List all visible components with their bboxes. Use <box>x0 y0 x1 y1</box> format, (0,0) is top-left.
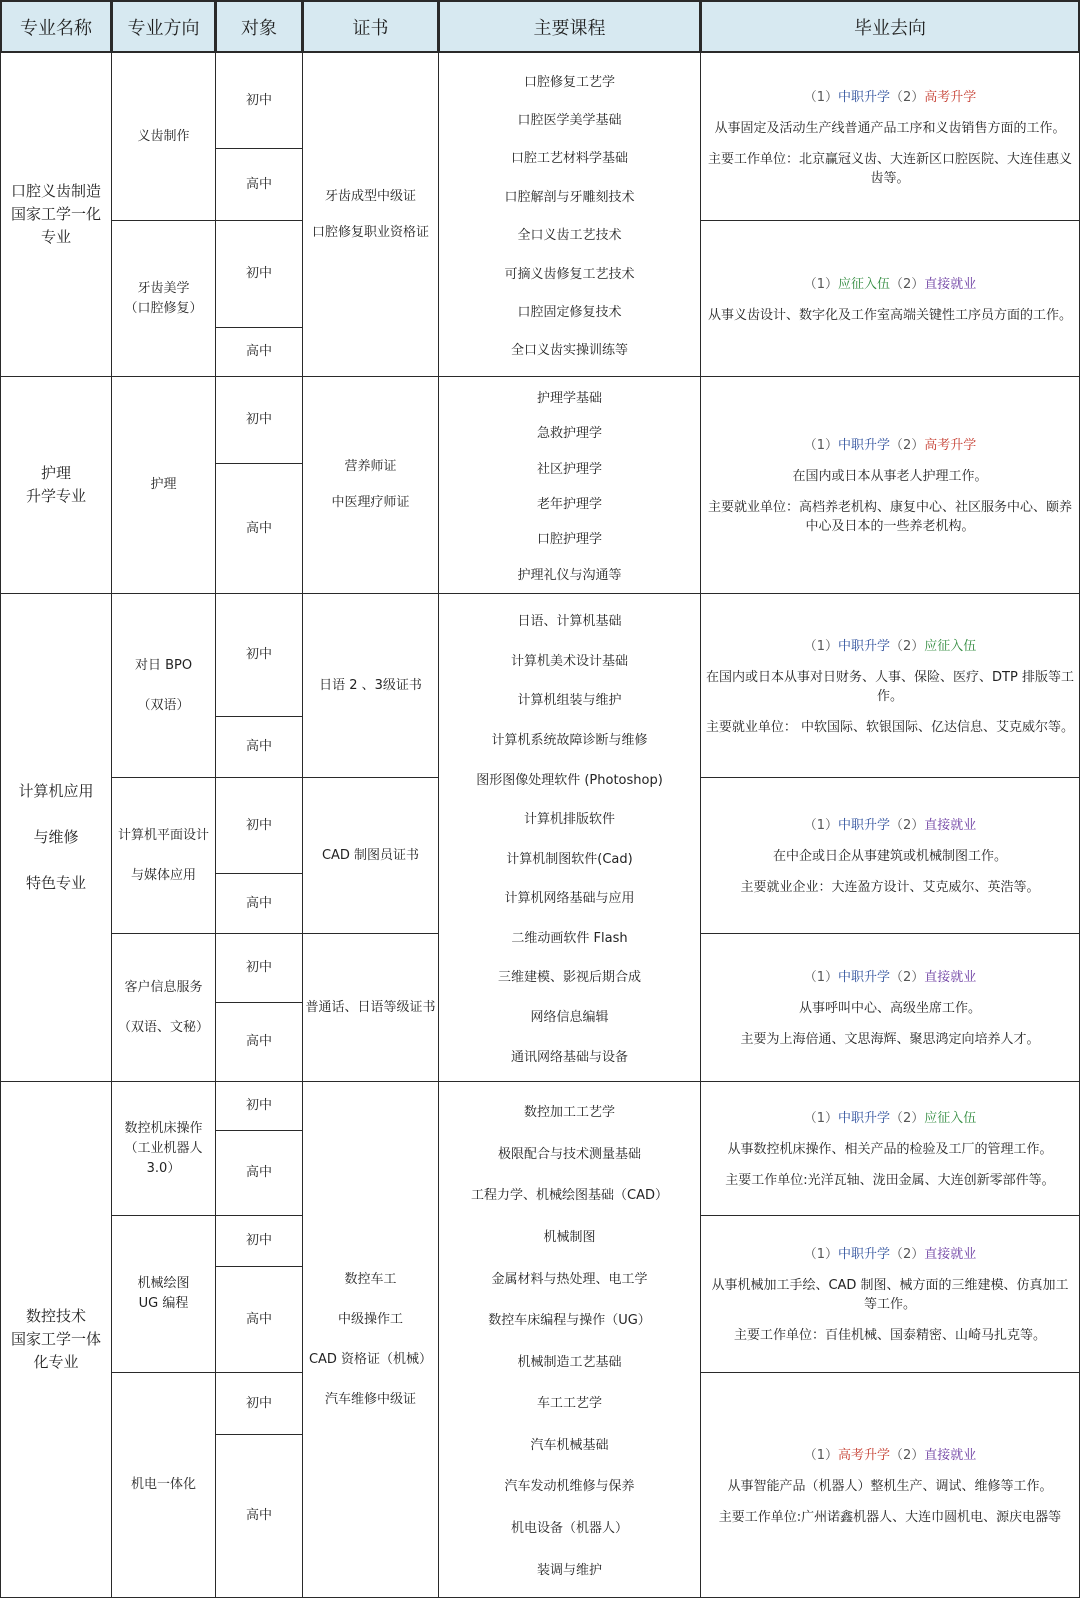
course-item: 口腔医学美学基础 <box>517 113 622 129</box>
course-item: 机械制造工艺基础 <box>517 1354 622 1370</box>
graduation-cell <box>700 777 1080 934</box>
course-cell <box>438 1081 701 1598</box>
header-major <box>0 0 112 53</box>
target-cell <box>215 376 303 464</box>
course-item: 计算机美术设计基础 <box>510 653 628 669</box>
header-certificate <box>302 0 439 53</box>
path-option: 直接就业 <box>924 818 977 833</box>
cert-item: 日语 2 、3级证书 <box>319 677 422 693</box>
graduation-description: 在中企或日企从事建筑或机械制图工作。 <box>772 849 1007 864</box>
target-label: 高中 <box>245 895 272 911</box>
cert-item: 中医理疗师证 <box>331 495 410 510</box>
target-cell <box>215 716 303 778</box>
target-label: 高中 <box>245 1165 272 1180</box>
path-number: （2） <box>890 638 925 654</box>
direction-name: 义齿制作 <box>137 128 190 144</box>
course-item: 图形图像处理软件 (Photoshop) <box>476 772 663 788</box>
graduation-description: 主要就业企业：大连盈方设计、艾克威尔、英浩等。 <box>740 880 1040 895</box>
course-item: 极限配合与技术测量基础 <box>497 1146 641 1162</box>
target-cell <box>215 1266 303 1373</box>
header-direction <box>111 0 216 53</box>
path-option: 高考升学 <box>837 1447 890 1463</box>
target-label: 初中 <box>245 412 272 427</box>
target-label: 高中 <box>245 1034 272 1049</box>
cert-item: 中级操作工 <box>337 1311 403 1327</box>
course-item: 车工工艺学 <box>536 1396 602 1412</box>
path-number: （2） <box>890 970 925 985</box>
header-courses <box>438 0 701 53</box>
course-item: 日语、计算机基础 <box>517 614 622 630</box>
target-cell <box>215 148 303 221</box>
path-option: 中职升学 <box>837 438 890 453</box>
path-number: （1） <box>803 638 838 654</box>
course-item: 计算机网络基础与应用 <box>504 891 635 907</box>
path-option: 中职升学 <box>837 89 890 105</box>
course-item: 工程力学、机械绘图基础（CAD） <box>471 1188 668 1204</box>
cert-item: 普通话、日语等级证书 <box>305 999 436 1015</box>
graduation-path <box>804 635 977 654</box>
course-item: 网络信息编辑 <box>530 1010 609 1026</box>
graduation-description: 从事固定及活动生产线普通产品工序和义齿销售方面的工作。 <box>714 120 1066 136</box>
path-number: （1） <box>803 970 838 985</box>
graduation-description: 主要工作单位:光洋瓦轴、泷田金属、大连创新零部件等。 <box>725 1173 1055 1188</box>
graduation-description: 从事义齿设计、数字化及工作室高端关键性工序员方面的工作。 <box>707 307 1072 323</box>
path-number: （2） <box>890 89 925 105</box>
path-option: 中职升学 <box>837 1247 890 1262</box>
path-number: （1） <box>803 818 838 833</box>
target-cell <box>215 777 303 874</box>
cert-cell <box>302 933 439 1082</box>
target-label: 初中 <box>245 1395 272 1411</box>
target-cell <box>215 327 303 377</box>
course-cell <box>438 376 701 594</box>
target-label: 初中 <box>245 647 272 662</box>
target-cell <box>215 52 303 149</box>
path-option: 直接就业 <box>924 276 977 292</box>
cert-item: 数控车工 <box>344 1271 397 1287</box>
major-name: 计算机应用 与维修 特色专业 <box>18 782 94 892</box>
target-cell <box>215 1215 303 1267</box>
course-item: 急救护理学 <box>536 426 602 442</box>
path-option: 中职升学 <box>837 818 890 833</box>
major-name: 护理 升学专业 <box>25 464 86 505</box>
path-number: （1） <box>803 438 838 453</box>
graduation-path <box>804 1243 977 1262</box>
target-label: 初中 <box>245 817 272 833</box>
path-number: （2） <box>890 1247 925 1262</box>
graduation-cell <box>700 220 1080 377</box>
path-option: 直接就业 <box>924 970 977 985</box>
graduation-description: 从事机械加工手绘、CAD 制图、械方面的三维建模、仿真加工等工作。 <box>711 1278 1069 1312</box>
course-item: 机电设备（机器人） <box>510 1521 628 1537</box>
course-item: 口腔固定修复技术 <box>517 304 622 320</box>
target-cell <box>215 873 303 934</box>
graduation-path <box>804 273 977 292</box>
target-label: 高中 <box>245 1311 272 1327</box>
cert-cell <box>302 777 439 934</box>
header-graduation-label: 毕业去向 <box>854 17 926 39</box>
graduation-cell <box>700 52 1080 221</box>
target-cell <box>215 933 303 1003</box>
graduation-path <box>804 86 977 105</box>
target-label: 高中 <box>245 176 272 192</box>
direction-name: 对日 BPO （双语） <box>134 657 193 713</box>
header-certificate-label: 证书 <box>352 17 389 39</box>
direction-name: 护理 <box>150 477 177 492</box>
target-label: 高中 <box>245 1508 272 1523</box>
course-item: 二维动画软件 Flash <box>511 930 628 946</box>
header-target-label: 对象 <box>241 17 277 39</box>
path-number: （2） <box>890 276 925 292</box>
cert-item: CAD 制图员证书 <box>321 847 420 863</box>
graduation-path <box>804 434 977 453</box>
target-label: 初中 <box>245 92 272 108</box>
direction-name: 牙齿美学 （口腔修复） <box>124 280 203 316</box>
target-label: 初中 <box>245 266 272 281</box>
path-option: 应征入伍 <box>837 276 890 292</box>
header-direction-label: 专业方向 <box>127 17 200 39</box>
graduation-description: 主要就业单位：高档养老机构、康复中心、社区服务中心、颐养中心及日本的一些养老机构。 <box>707 500 1072 534</box>
path-option: 中职升学 <box>837 1111 890 1126</box>
major-cell <box>0 1081 112 1598</box>
cert-cell <box>302 376 439 594</box>
target-label: 高中 <box>245 520 272 536</box>
direction-cell <box>111 52 216 221</box>
path-option: 应征入伍 <box>924 638 977 654</box>
target-cell <box>215 1434 303 1598</box>
path-number: （1） <box>803 89 838 105</box>
path-number: （2） <box>890 1111 925 1126</box>
cert-item: 牙齿成型中级证 <box>324 188 416 204</box>
course-item: 数控车床编程与操作（UG） <box>488 1313 651 1329</box>
direction-name: 机械绘图 UG 编程 <box>137 1276 190 1311</box>
graduation-cell <box>700 1372 1080 1598</box>
major-name: 口腔义齿制造 国家工学一化 专业 <box>10 182 101 246</box>
course-item: 老年护理学 <box>536 497 602 513</box>
cert-item: CAD 资格证（机械） <box>308 1351 433 1367</box>
graduation-description: 主要就业单位： 中软国际、软银国际、亿达信息、艾克威尔等。 <box>705 719 1075 735</box>
graduation-description: 主要工作单位:广州诺鑫机器人、大连巾圆机电、源庆电器等 <box>718 1509 1062 1525</box>
header-target <box>215 0 303 53</box>
direction-cell <box>111 376 216 594</box>
header-major-label: 专业名称 <box>20 17 92 39</box>
major-cell <box>0 376 112 594</box>
direction-cell <box>111 593 216 778</box>
course-item: 三维建模、影视后期合成 <box>497 970 641 986</box>
target-cell <box>215 463 303 594</box>
course-item: 社区护理学 <box>536 461 602 477</box>
path-option: 中职升学 <box>837 638 890 654</box>
cert-item: 口腔修复职业资格证 <box>311 224 429 240</box>
graduation-description: 主要工作单位：北京赢冠义齿、大连新区口腔医院、大连佳惠义齿等。 <box>707 151 1072 186</box>
course-item: 通讯网络基础与设备 <box>510 1049 628 1065</box>
graduation-path <box>804 1107 977 1126</box>
path-option: 中职升学 <box>837 970 890 985</box>
path-option: 高考升学 <box>924 438 977 453</box>
direction-cell <box>111 777 216 934</box>
course-item: 口腔护理学 <box>536 532 602 548</box>
path-number: （2） <box>890 438 925 453</box>
graduation-path <box>804 1444 977 1463</box>
target-label: 高中 <box>245 739 272 754</box>
cert-item: 汽车维修中级证 <box>324 1391 416 1407</box>
direction-name: 数控机床操作 （工业机器人 3.0） <box>124 1120 203 1176</box>
graduation-cell <box>700 933 1080 1082</box>
course-item: 计算机系统故障诊断与维修 <box>491 733 648 749</box>
target-cell <box>215 1081 303 1131</box>
course-item: 全口义齿实操训练等 <box>510 343 628 359</box>
graduation-path <box>804 814 977 833</box>
graduation-description: 从事智能产品（机器人）整机生产、调试、维修等工作。 <box>727 1478 1053 1494</box>
path-option: 高考升学 <box>924 89 977 105</box>
course-item: 机械制图 <box>543 1230 596 1246</box>
course-cell <box>438 593 701 1082</box>
course-item: 金属材料与热处理、电工学 <box>491 1271 648 1287</box>
target-cell <box>215 1130 303 1216</box>
course-item: 护理学基础 <box>536 391 602 407</box>
graduation-description: 从事数控机床操作、相关产品的检验及工厂的管理工作。 <box>727 1142 1053 1157</box>
direction-cell <box>111 220 216 377</box>
cert-cell <box>302 1081 439 1598</box>
course-item: 口腔修复工艺学 <box>523 74 615 90</box>
cert-cell <box>302 593 439 778</box>
major-cell <box>0 593 112 1082</box>
graduation-description: 从事呼叫中心、高级坐席工作。 <box>798 1001 981 1016</box>
target-label: 高中 <box>245 344 272 359</box>
major-cell <box>0 52 112 377</box>
path-number: （1） <box>803 1247 838 1262</box>
direction-cell <box>111 933 216 1082</box>
course-item: 汽车发动机维修与保养 <box>504 1479 635 1495</box>
course-item: 汽车机械基础 <box>530 1437 609 1453</box>
graduation-description: 主要为上海倍通、文思海辉、聚思鸿定向培养人才。 <box>740 1032 1040 1047</box>
target-cell <box>215 593 303 717</box>
graduation-cell <box>700 1081 1080 1216</box>
graduation-cell <box>700 1215 1080 1373</box>
path-number: （1） <box>803 1111 838 1126</box>
course-item: 装调与维护 <box>536 1562 602 1578</box>
graduation-cell <box>700 593 1080 778</box>
path-option: 直接就业 <box>924 1447 977 1463</box>
cert-cell <box>302 52 439 377</box>
graduation-description: 主要工作单位：百佳机械、国泰精密、山崎马扎克等。 <box>733 1328 1046 1343</box>
cert-item: 营养师证 <box>344 459 397 474</box>
course-item: 计算机排版软件 <box>523 812 615 828</box>
graduation-description: 在国内或日本从事对日财务、人事、保险、医疗、DTP 排版等工作。 <box>706 669 1074 704</box>
target-label: 初中 <box>245 960 272 975</box>
direction-name: 机电一体化 <box>130 1477 196 1492</box>
path-number: （1） <box>803 276 838 292</box>
target-label: 初中 <box>245 1233 272 1248</box>
course-cell <box>438 52 701 377</box>
direction-cell <box>111 1081 216 1216</box>
course-item: 口腔工艺材料学基础 <box>510 151 628 167</box>
direction-cell <box>111 1215 216 1373</box>
header-graduation <box>700 0 1080 53</box>
graduation-cell <box>700 376 1080 594</box>
path-option: 直接就业 <box>924 1247 977 1262</box>
course-item: 护理礼仪与沟通等 <box>517 567 622 583</box>
target-cell <box>215 1372 303 1435</box>
path-number: （2） <box>890 1447 925 1463</box>
course-item: 数控加工工艺学 <box>523 1105 615 1121</box>
course-item: 计算机制图软件(Cad) <box>506 851 633 867</box>
target-label: 初中 <box>245 1098 272 1113</box>
direction-name: 计算机平面设计 与媒体应用 <box>117 827 209 883</box>
graduation-description: 在国内或日本从事老人护理工作。 <box>792 469 988 484</box>
direction-cell <box>111 1372 216 1598</box>
course-item: 计算机组装与维护 <box>517 693 622 709</box>
major-name: 数控技术 国家工学一体 化专业 <box>10 1307 101 1371</box>
direction-name: 客户信息服务 （双语、文秘） <box>117 979 209 1035</box>
path-option: 应征入伍 <box>924 1111 977 1126</box>
course-item: 全口义齿工艺技术 <box>517 228 622 244</box>
target-cell <box>215 1002 303 1082</box>
course-item: 可摘义齿修复工艺技术 <box>504 266 635 282</box>
header-courses-label: 主要课程 <box>533 17 606 39</box>
graduation-path <box>804 966 977 985</box>
path-number: （2） <box>890 818 925 833</box>
path-number: （1） <box>803 1447 838 1463</box>
course-item: 口腔解剖与牙雕刻技术 <box>504 189 635 205</box>
target-cell <box>215 220 303 328</box>
